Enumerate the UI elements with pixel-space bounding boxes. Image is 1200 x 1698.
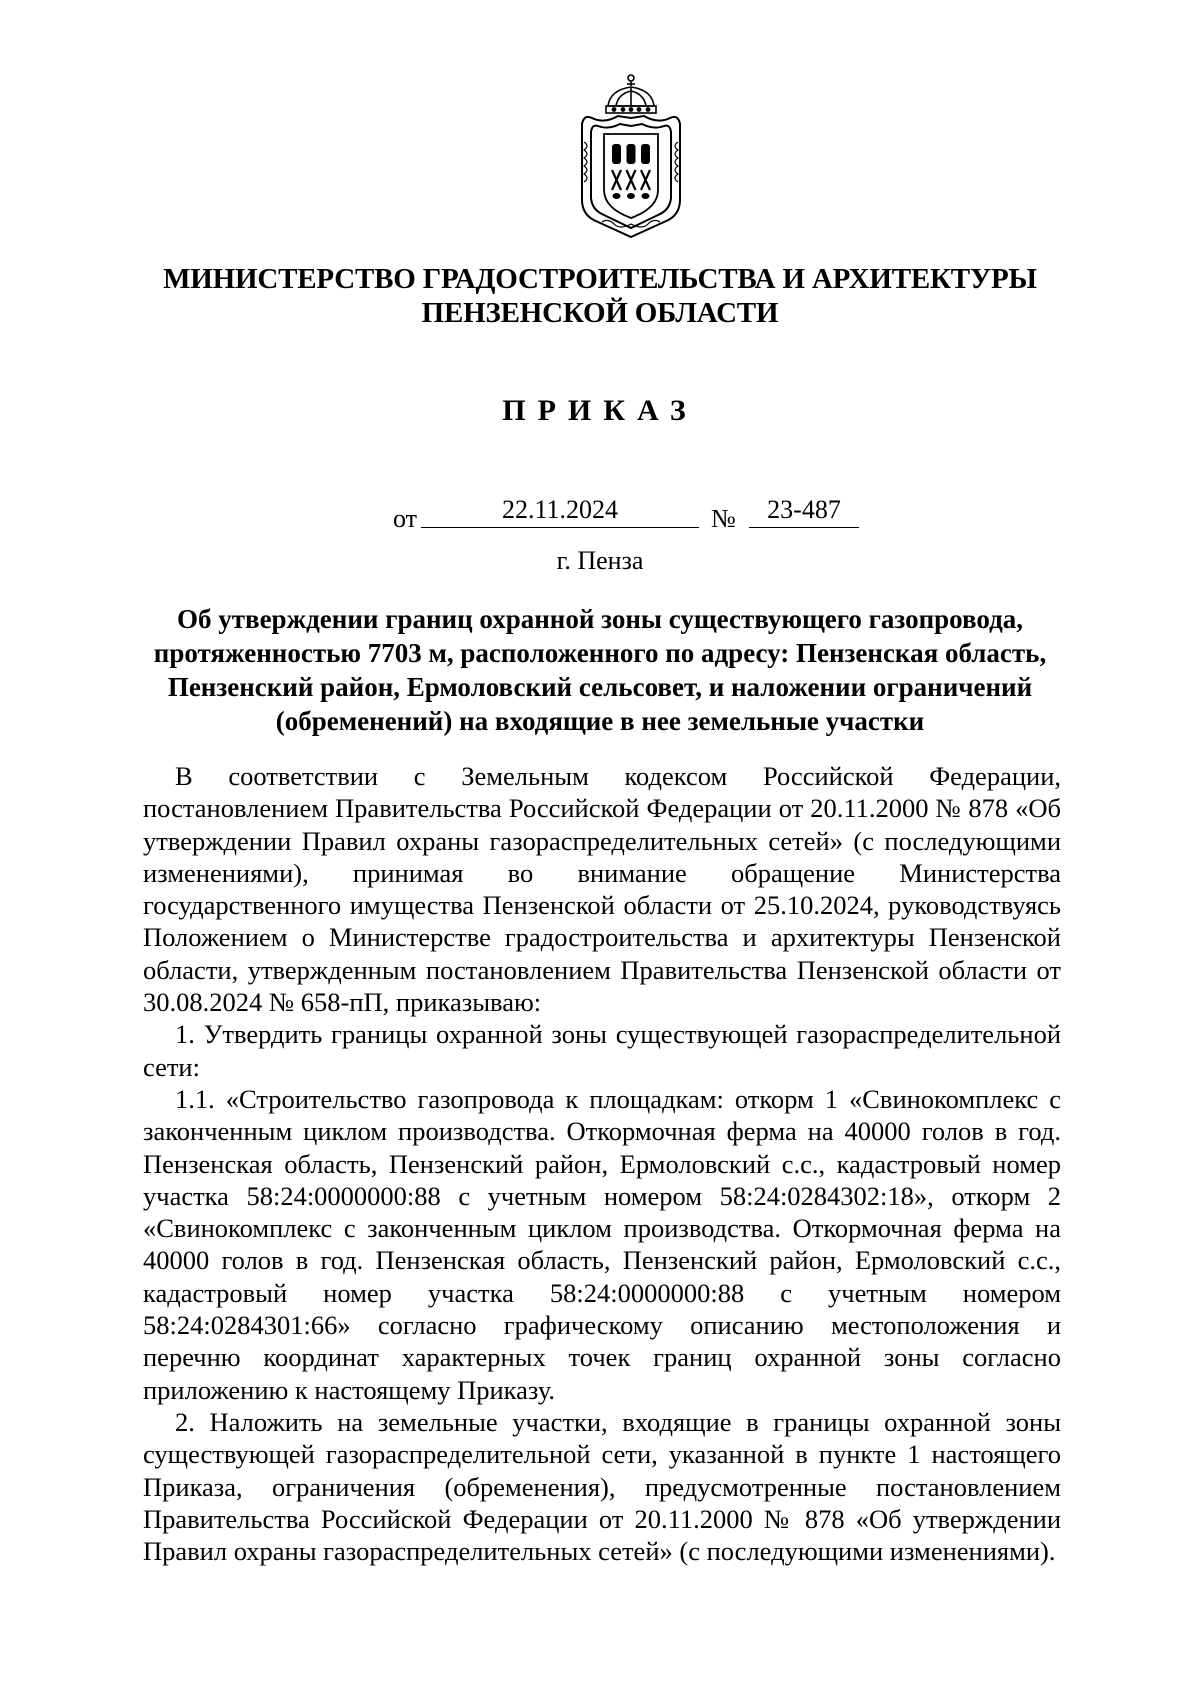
ministry-name bbox=[100, 262, 1100, 330]
order-body bbox=[143, 760, 1061, 1567]
order-date: 22.11.2024 bbox=[421, 496, 699, 528]
number-prefix: № bbox=[711, 504, 736, 533]
item-1-1-paragraph: 1.1. «Строительство газопровода к площадкам: откорм 1 «Свинокомплекс с законченным циклом производства. Откормочная ферма на 40000 голов в год. Пензенская область, Пензенский район, Ермоловский с.с., кадастровый номер участка 58:24:0000000:88 с учетным номером 58:24:0284302:18», откорм 2 «Свинокомплекс с законченным циклом производства. Откормочная ферма на 40000 голов в год. Пензенская область, Пензенский район, Ермоловский с.с., кадастровый номер участка 58:24:0000000:88 с учетным номером 58:24:0284301:66» согласно графическому описанию местоположения и перечню координат характерных точек границ охранной зоны согласно приложению к настоящему Приказу. bbox=[143, 1083, 1061, 1405]
date-prefix: от bbox=[393, 504, 418, 533]
item-2-paragraph: 2. Наложить на земельные участки, входящие в границы охранной зоны существующей газораспределительной сети, указанной в пункте 1 настоящего Приказа, ограничения (обременения), предусмотренные постановлением Правительства Российской Федерации от 20.11.2000 № 878 «Об утверждении Правил охраны газораспределительных сетей» (с последующими изменениями). bbox=[143, 1406, 1061, 1567]
order-city: г. Пенза bbox=[556, 546, 644, 575]
item-1-paragraph: 1. Утвердить границы охранной зоны существующей газораспределительной сети: bbox=[143, 1019, 1061, 1082]
coat-of-arms-icon bbox=[572, 72, 690, 242]
ministry-name-line2: ПЕНЗЕНСКОЙ ОБЛАСТИ bbox=[421, 297, 779, 329]
order-subject: Об утверждении границ охранной зоны существующего газопровода, протяженностью 7703 м, расположенного по адресу: Пензенская область, Пензенский район, Ермоловский сельсовет, и наложении ограничений (обременений) на входящие в нее земельные участки bbox=[153, 604, 1047, 736]
order-title: ПРИКАЗ bbox=[502, 394, 698, 427]
preamble-paragraph: В соответствии с Земельным кодексом Российской Федерации, постановлением Правительства Российской Федерации от 20.11.2000 № 878 «Об утверждении Правил охраны газораспределительных сетей» (с последующими изменениями), принимая во внимание обращение Министерства государственного имущества Пензенской области от 25.10.2024, руководствуясь Положением о Министерстве градостроительства и архитектуры Пензенской области, утвержденным постановлением Правительства Пензенской области от 30.08.2024 № 658-пП, приказываю: bbox=[143, 761, 1061, 1018]
ministry-name-line1: МИНИСТЕРСТВО ГРАДОСТРОИТЕЛЬСТВА И АРХИТЕКТУРЫ bbox=[163, 263, 1037, 295]
order-number: 23-487 bbox=[749, 496, 859, 528]
